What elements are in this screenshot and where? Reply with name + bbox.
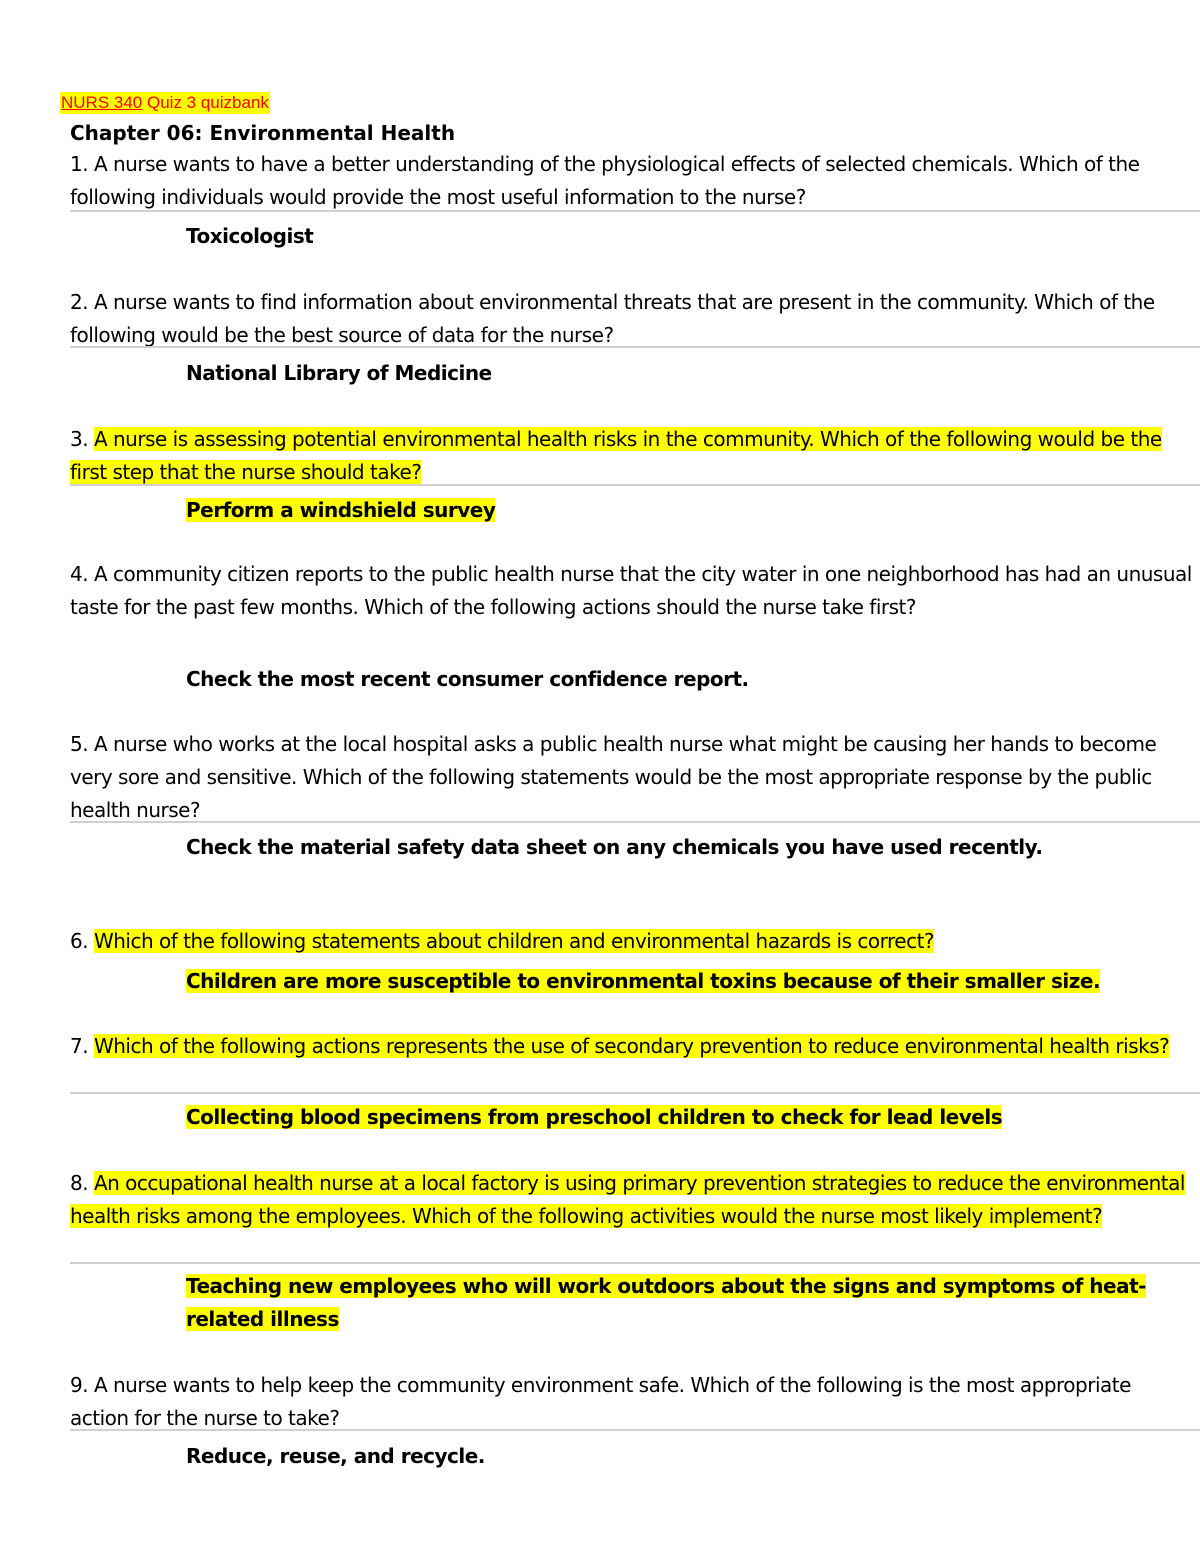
divider [70, 821, 1200, 823]
question-text: A nurse wants to have a better understanding of the physiological effects of selected chemicals. Which of the following individuals would provide the most useful information to the nurse? [70, 152, 1140, 209]
answer-text: Collecting blood specimens from preschool children to check for lead levels [186, 1105, 1003, 1129]
answer-2 [186, 357, 1176, 390]
answer-text: Reduce, reuse, and recycle. [186, 1444, 485, 1468]
question-9 [70, 1369, 1195, 1435]
question-text: A nurse wants to help keep the community environment safe. Which of the following is the most appropriate action for the nurse to take? [70, 1373, 1131, 1430]
answer-4 [186, 663, 1176, 696]
question-number: 3. [70, 427, 89, 451]
question-number: 7. [70, 1034, 89, 1058]
question-number: 6. [70, 929, 89, 953]
divider [70, 346, 1200, 348]
question-number: 8. [70, 1171, 89, 1195]
divider [70, 1092, 1200, 1094]
answer-8 [186, 1270, 1176, 1336]
divider [70, 1429, 1200, 1431]
answer-text: Toxicologist [186, 224, 314, 248]
answer-7 [186, 1101, 1176, 1134]
answer-5 [186, 831, 1176, 864]
question-6 [70, 925, 1195, 958]
document-header [60, 92, 270, 114]
question-text: Which of the following statements about children and environmental hazards is correct? [93, 929, 935, 953]
answer-text: Perform a windshield survey [186, 498, 496, 522]
question-text: A community citizen reports to the public health nurse that the city water in one neighborhood has had an unusual taste for the past few months. Which of the following actions should the nurse take first? [70, 562, 1192, 619]
question-number: 9. [70, 1373, 89, 1397]
question-number: 1. [70, 152, 89, 176]
answer-text: Teaching new employees who will work outdoors about the signs and symptoms of heat-related illness [186, 1274, 1146, 1331]
question-7 [70, 1030, 1195, 1063]
question-5 [70, 728, 1195, 827]
answer-text: Children are more susceptible to environmental toxins because of their smaller size. [186, 969, 1101, 993]
question-1 [70, 148, 1195, 214]
question-3 [70, 423, 1195, 489]
quiz-title: Quiz 3 quizbank [142, 93, 269, 112]
chapter-title: Chapter 06: Environmental Health [70, 121, 456, 145]
question-text: A nurse who works at the local hospital asks a public health nurse what might be causing her hands to become very sore and sensitive. Which of the following statements would be the most appropriate response by the public health nurse? [70, 732, 1157, 822]
question-8 [70, 1167, 1195, 1233]
question-text: An occupational health nurse at a local factory is using primary prevention strategies to reduce the environmental health risks among the employees. Which of the following activities would the nurse most likely implement? [70, 1171, 1185, 1228]
question-text: A nurse is assessing potential environmental health risks in the community. Which of the following would be the first step that the nurse should take? [70, 427, 1162, 484]
answer-6 [186, 965, 1176, 998]
answer-text: Check the material safety data sheet on any chemicals you have used recently. [186, 835, 1043, 859]
answer-text: Check the most recent consumer confidence report. [186, 667, 749, 691]
divider [70, 210, 1200, 212]
divider [70, 484, 1200, 486]
course-code: NURS 340 [61, 93, 143, 112]
answer-text: National Library of Medicine [186, 361, 492, 385]
question-number: 5. [70, 732, 89, 756]
question-number: 2. [70, 290, 89, 314]
answer-3 [186, 494, 1176, 527]
question-2 [70, 286, 1195, 352]
question-4 [70, 558, 1195, 624]
answer-1 [186, 220, 1176, 253]
question-text: A nurse wants to find information about environmental threats that are present in the community. Which of the following would be the best source of data for the nurse? [70, 290, 1155, 347]
question-number: 4. [70, 562, 89, 586]
question-text: Which of the following actions represents the use of secondary prevention to reduce environmental health risks? [93, 1034, 1170, 1058]
answer-9 [186, 1440, 1176, 1473]
divider [70, 1262, 1200, 1264]
